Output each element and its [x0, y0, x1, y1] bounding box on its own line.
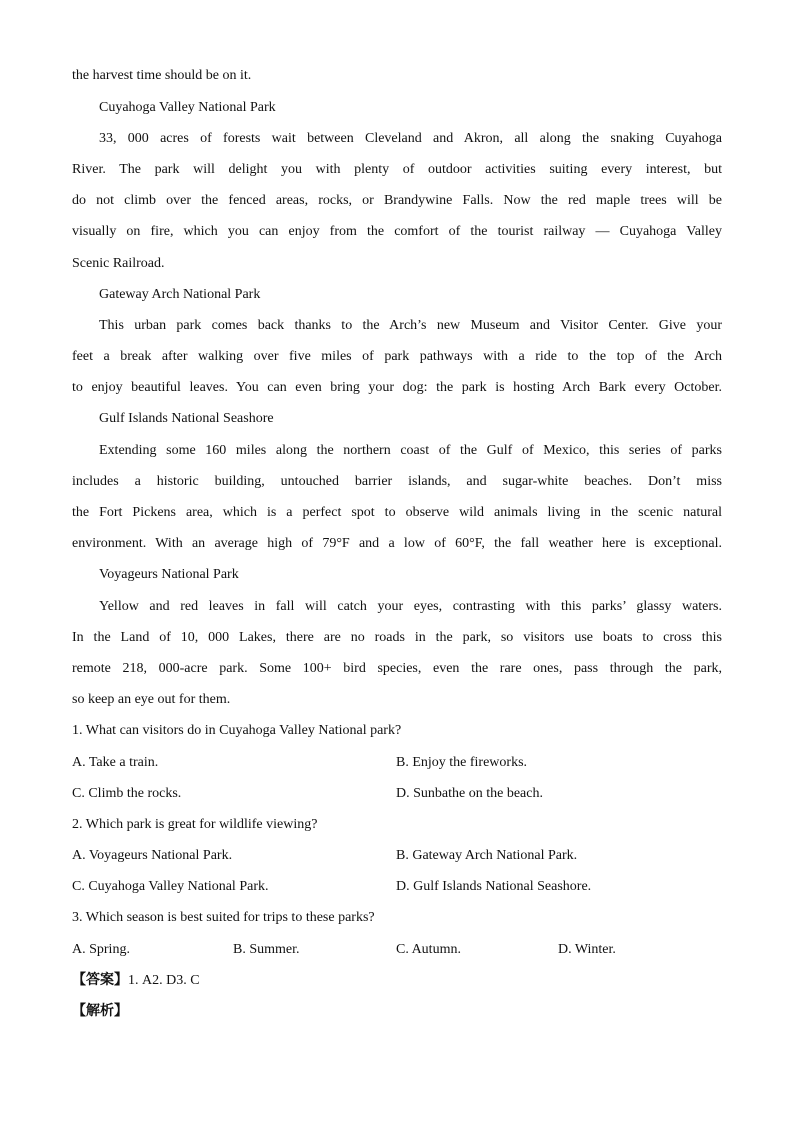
answer-text: 1. A2. D3. C [128, 972, 200, 988]
paragraph-line: Yellow and red leaves in fall will catch your eyes, contrasting with this parks’ glassy waters. [99, 598, 722, 614]
paragraph-line: Scenic Railroad. [72, 255, 165, 271]
answer-row [72, 965, 722, 996]
question-1-options-row [72, 747, 722, 778]
section-title-gulf-islands: Gulf Islands National Seashore [99, 411, 274, 427]
question-1-stem: 1. What can visitors do in Cuyahoga Valley National park? [72, 723, 402, 739]
option-a: A. Spring. [72, 941, 130, 957]
paragraph-line: so keep an eye out for them. [72, 692, 231, 708]
document-body [72, 60, 722, 1027]
option-b: B. Summer. [233, 941, 300, 957]
paragraph-line: environment. With an average high of 79°F and a low of 60°F, the fall weather here is exceptional. [72, 536, 722, 552]
question-3-options-row [72, 934, 722, 965]
answer-label: 【答案】 [72, 971, 128, 988]
passage-continuation: the harvest time should be on it. [72, 68, 252, 84]
question-3-stem: 3. Which season is best suited for trips to these parks? [72, 910, 375, 926]
paragraph-line: River. The park will delight you with plenty of outdoor activities suiting every interest, but [72, 161, 722, 177]
question-2-options-row [72, 871, 722, 902]
question-2-options-row [72, 840, 722, 871]
option-d: D. Winter. [558, 941, 616, 957]
option-a: A. Take a train. [72, 754, 159, 770]
option-c: C. Autumn. [396, 941, 461, 957]
paragraph-line: remote 218, 000-acre park. Some 100+ bird species, even the rare ones, pass through the park, [72, 660, 722, 676]
paragraph-line: to enjoy beautiful leaves. You can even bring your dog: the park is hosting Arch Bark every October. [72, 380, 722, 396]
paragraph-line: This urban park comes back thanks to the Arch’s new Museum and Visitor Center. Give your [99, 317, 722, 333]
paragraph-line: 33, 000 acres of forests wait between Cleveland and Akron, all along the snaking Cuyahoga [99, 130, 722, 146]
paragraph-line: Extending some 160 miles along the northern coast of the Gulf of Mexico, this series of parks [99, 442, 722, 458]
paragraph-line: do not climb over the fenced areas, rocks, or Brandywine Falls. Now the red maple trees will be [72, 193, 722, 209]
option-a: A. Voyageurs National Park. [72, 848, 233, 864]
analysis-row [72, 996, 722, 1027]
question-2-stem: 2. Which park is great for wildlife viewing? [72, 816, 318, 832]
option-c: C. Cuyahoga Valley National Park. [72, 879, 269, 895]
section-title-voyageurs: Voyageurs National Park [99, 567, 239, 583]
option-d: D. Sunbathe on the beach. [396, 785, 543, 801]
option-b: B. Enjoy the fireworks. [396, 754, 528, 770]
question-1-options-row [72, 778, 722, 809]
option-d: D. Gulf Islands National Seashore. [396, 879, 592, 895]
paragraph-line: includes a historic building, untouched barrier islands, and sugar-white beaches. Don’t miss [72, 473, 722, 489]
option-c: C. Climb the rocks. [72, 785, 182, 801]
analysis-label: 【解析】 [72, 1003, 128, 1020]
paragraph-line: visually on fire, which you can enjoy from the comfort of the tourist railway — Cuyahoga Valley [72, 224, 722, 240]
paragraph-line: the Fort Pickens area, which is a perfect spot to observe wild animals living in the scenic natural [72, 505, 722, 521]
paragraph-line: feet a break after walking over five miles of park pathways with a ride to the top of the Arch [72, 349, 722, 365]
paragraph-line: In the Land of 10, 000 Lakes, there are no roads in the park, so visitors use boats to cross this [72, 629, 722, 645]
option-b: B. Gateway Arch National Park. [396, 848, 578, 864]
section-title-gateway-arch: Gateway Arch National Park [99, 286, 261, 302]
section-title-cuyahoga: Cuyahoga Valley National Park [99, 99, 276, 115]
